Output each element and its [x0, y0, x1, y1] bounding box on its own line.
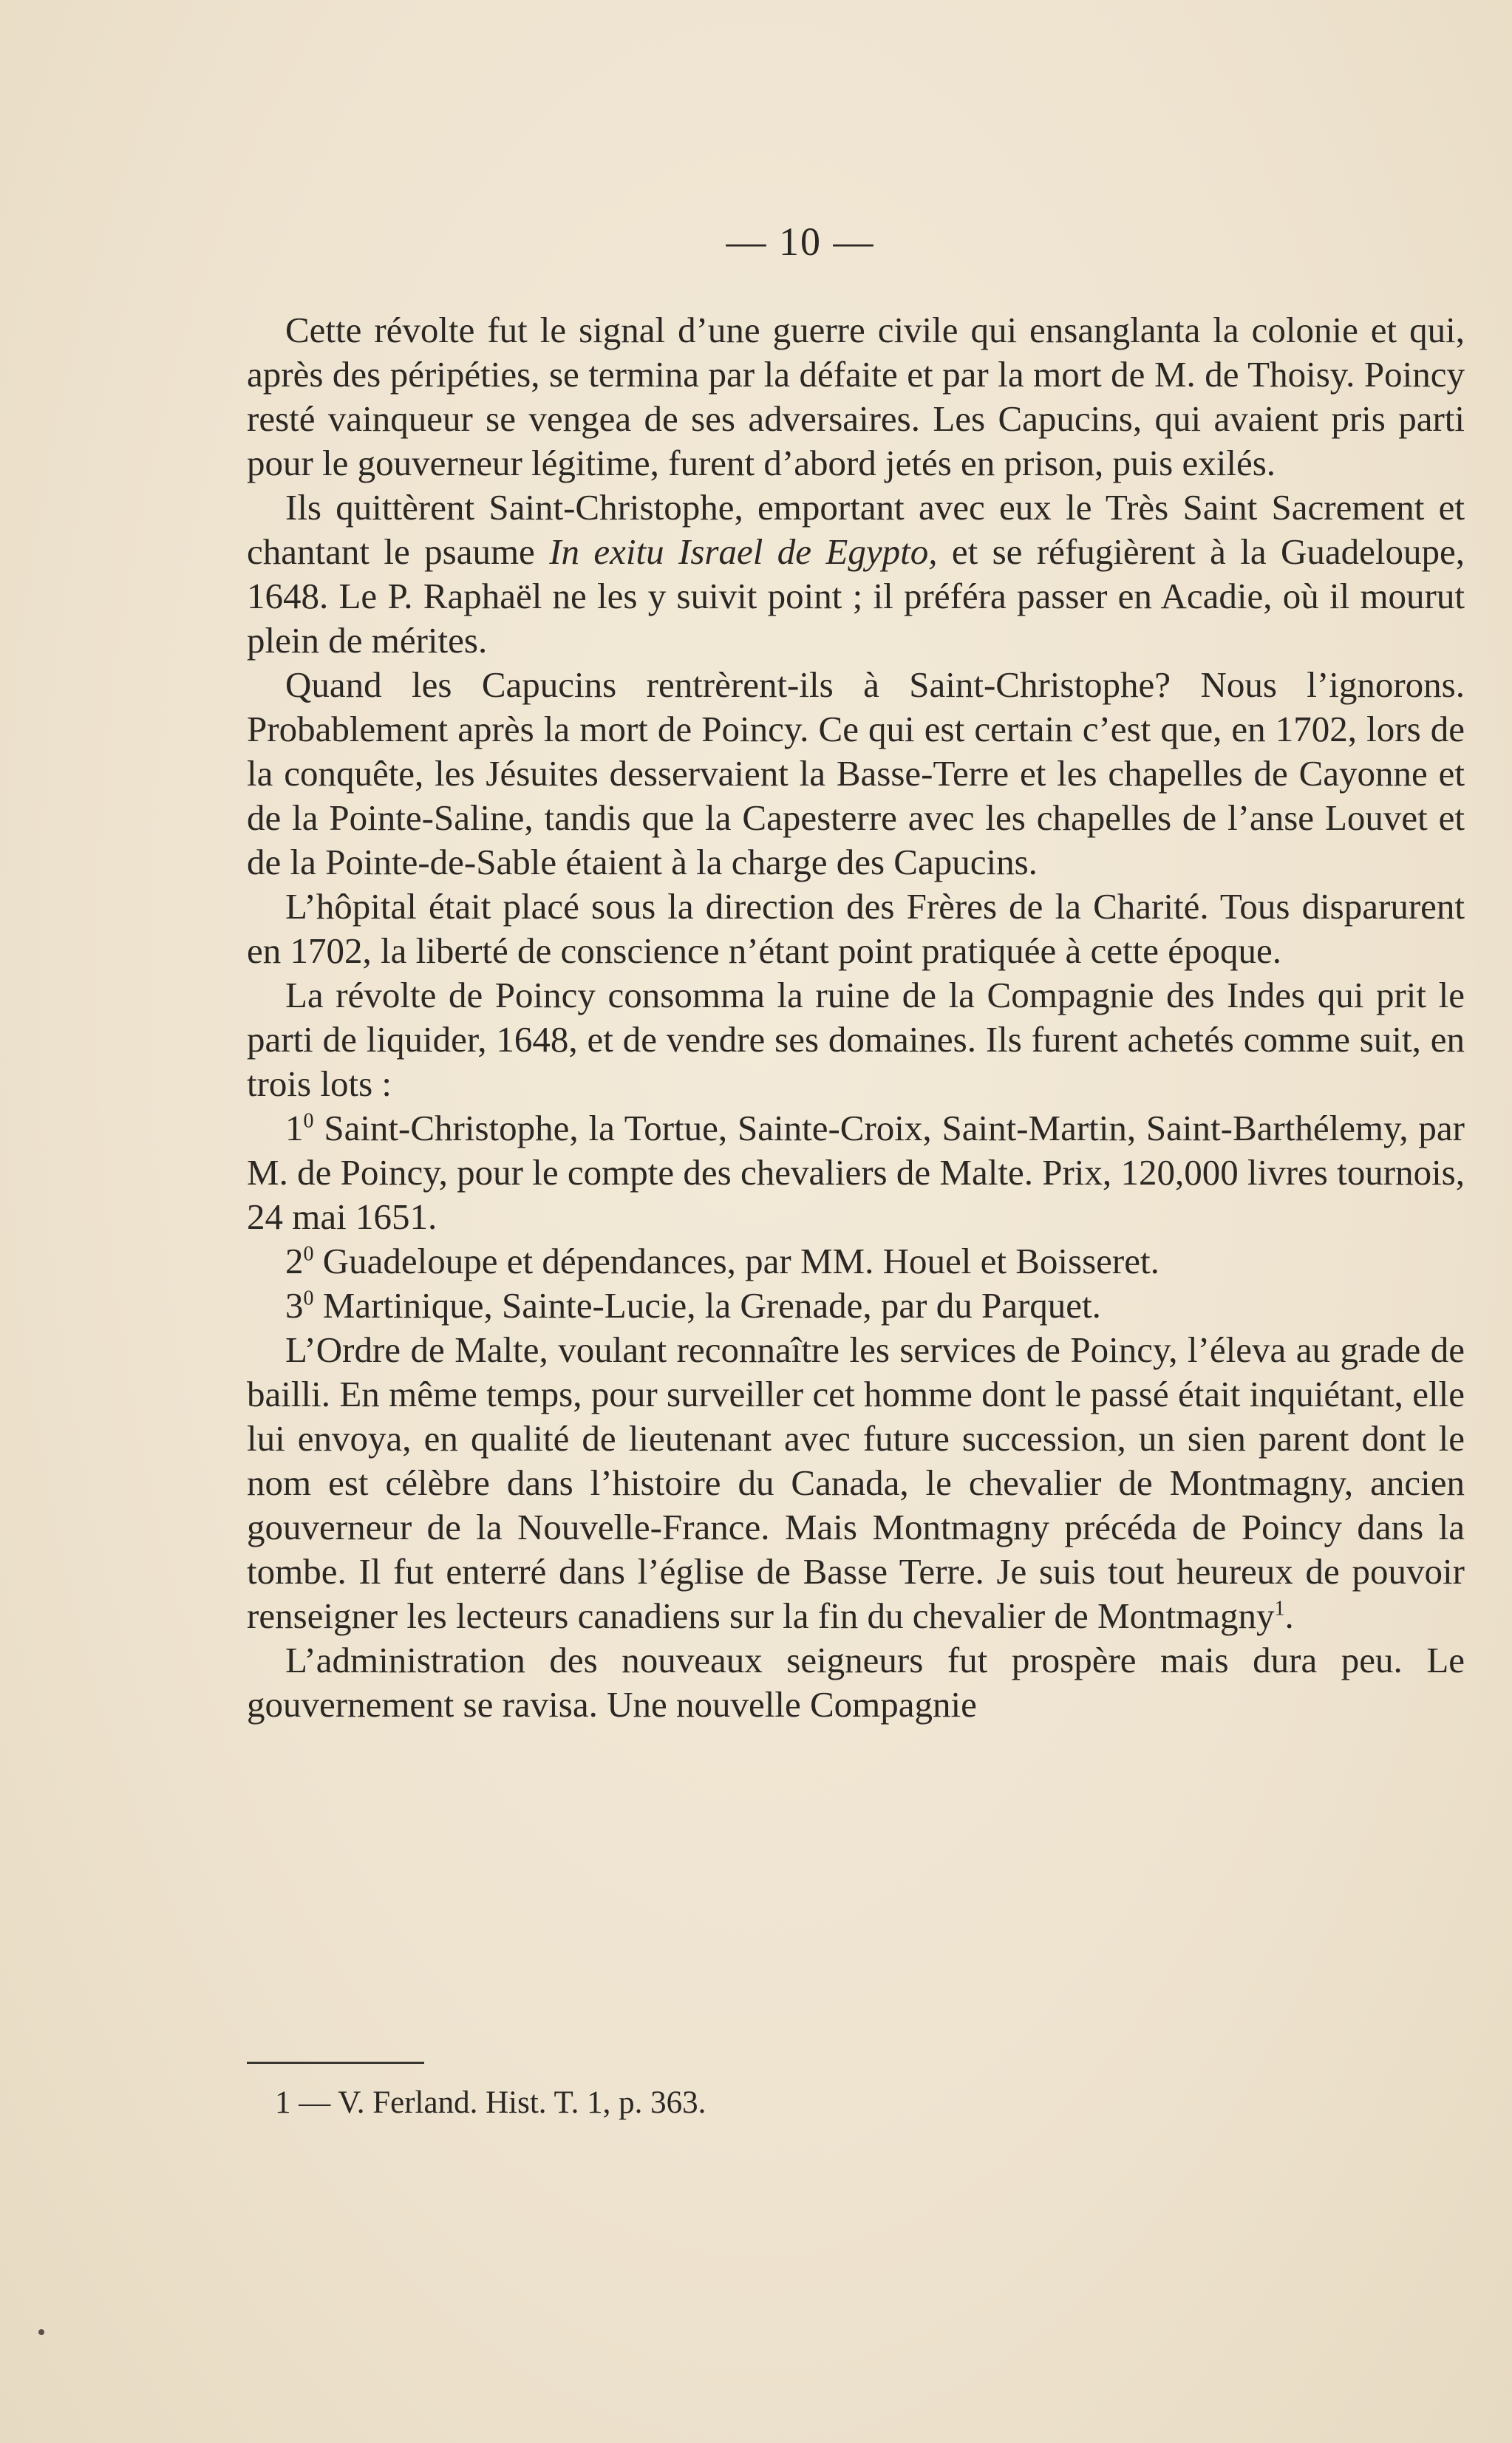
list-number: 1	[285, 1108, 304, 1148]
psalm-title: In exitu Israel de Egypto,	[549, 531, 938, 572]
paper-speck	[38, 2329, 44, 2335]
list-text: Martinique, Sainte-Lucie, la Grenade, par du Parquet.	[322, 1285, 1101, 1326]
list-item-lot-1	[247, 1106, 1465, 1239]
list-item-lot-3	[247, 1284, 1465, 1328]
footnote-rule	[247, 2062, 424, 2064]
footnote-ref: 1	[1274, 1597, 1285, 1621]
paragraph-ruine-compagnie: La révolte de Poincy consomma la ruine de la Compagnie des Indes qui prit le parti de liquider, 1648, et de vendre ses domaines. Ils furent achetés comme suit, en trois lots :	[247, 975, 1465, 1104]
text-run: .	[1284, 1595, 1294, 1636]
paragraph-hopital: L’hôpital était placé sous la direction des Frères de la Charité. Tous disparurent en 1702, la liberté de conscience n’étant point pratiquée à cette époque.	[247, 886, 1465, 971]
paragraph-ordre-malte	[247, 1328, 1465, 1638]
text-run: Ils quittèrent Saint-Christophe, emportant avec eux le Très Saint Sacrement et chantant le psaume	[247, 487, 1465, 572]
ordinal-mark: 0	[303, 1109, 314, 1133]
ordinal-mark: 0	[303, 1287, 314, 1310]
list-text: Saint-Christophe, la Tortue, Sainte-Croix, Saint-Martin, Saint-Barthélemy, par M. de Poincy, pour le compte des chevaliers de Malte. Prix, 120,000 livres tournois, 24 mai 1651.	[247, 1108, 1465, 1237]
paragraph-capucins-exil	[247, 485, 1465, 663]
paragraph-revolte: Cette révolte fut le signal d’une guerre civile qui ensanglanta la colonie et qui, après des péripéties, se termina par la défaite et par la mort de M. de Thoisy. Poincy resté vainqueur se vengea de ses adversaires. Les Capucins, qui avaient pris parti pour le gouverneur légitime, furent d’abord jetés en prison, puis exilés.	[247, 310, 1465, 483]
list-number: 2	[285, 1241, 304, 1281]
paragraph-retour-capucins: Quand les Capucins rentrèrent-ils à Saint-Christophe? Nous l’ignorons. Probablement après la mort de Poincy. Ce qui est certain c’est que, en 1702, lors de la conquête, les Jésuites desservaient la Basse-Terre et les chapelles de Cayonne et de la Pointe-Saline, tandis que la Capesterre avec les chapelles de l’anse Louvet et de la Pointe-de-Sable étaient à la charge des Capucins.	[247, 664, 1465, 882]
text-run: L’Ordre de Malte, voulant reconnaître les services de Poincy, l’éleva au grade de bailli. En même temps, pour surveiller cet homme dont le passé était inquiétant, elle lui envoya, en qualité de lieutenant avec future succession, un sien parent dont le nom est célèbre dans l’histoire du Canada, le chevalier de Montmagny, ancien gouverneur de la Nouvelle-France. Mais Montmagny précéda de Poincy dans la tombe. Il fut enterré dans l’église de Basse Terre. Je suis tout heureux de pouvoir renseigner les lecteurs canadiens sur la fin du chevalier de Montmagny	[247, 1329, 1465, 1636]
text-run: et se réfugièrent à la Guadeloupe, 1648. Le P. Raphaël ne les y suivit point ; il préféra passer en Acadie, où il mourut plein de mérites.	[247, 531, 1465, 661]
list-number: 3	[285, 1285, 304, 1326]
list-text: Guadeloupe et dépendances, par MM. Houel et Boisseret.	[322, 1241, 1159, 1281]
body-text	[247, 308, 1465, 1727]
paragraph-administration: L’administration des nouveaux seigneurs fut prospère mais dura peu. Le gouvernement se ravisa. Une nouvelle Compagnie	[247, 1640, 1465, 1725]
page-number: — 10 —	[726, 219, 875, 264]
footnote: 1 — V. Ferland. Hist. T. 1, p. 363.	[275, 2085, 706, 2120]
list-item-lot-2	[247, 1239, 1465, 1284]
ordinal-mark: 0	[303, 1242, 314, 1266]
